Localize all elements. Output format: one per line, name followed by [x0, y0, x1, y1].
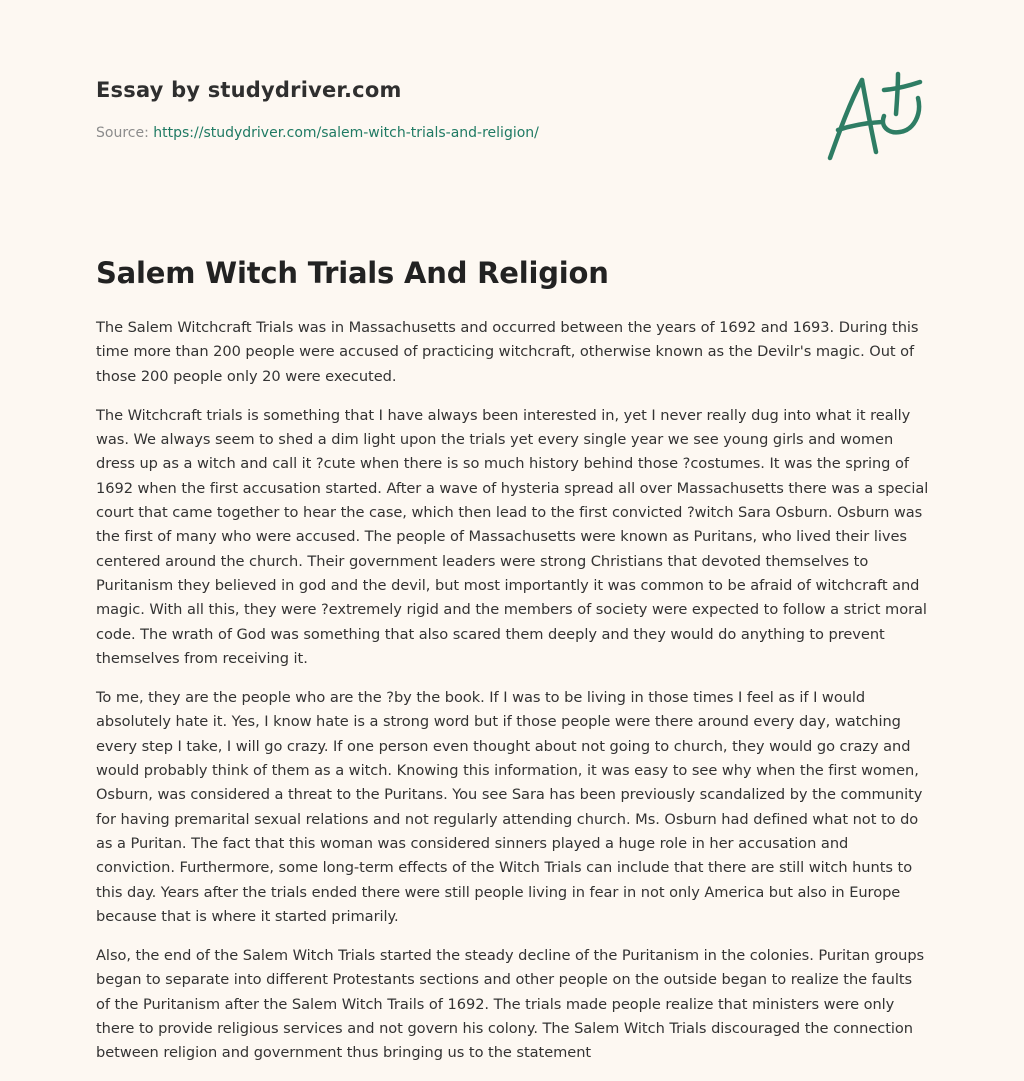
- essay-title: Salem Witch Trials And Religion: [96, 256, 609, 290]
- essay-paragraph: Also, the end of the Salem Witch Trials started the steady decline of the Puritanism in the colonies. Puritan groups began to separate into different Protestants sections and other people on the outside began to realize the faults of the Puritanism after the Salem Witch Trails of 1692. The trials made people realize that ministers were only there to provide religious services and not govern his colony. The Salem Witch Trials discouraged the connection between religion and government thus bringing us to the statement: [96, 947, 925, 1062]
- source-line: [96, 124, 796, 142]
- essay-paragraph: To me, they are the people who are the ?by the book. If I was to be living in those times I feel as if I would absolutely hate it. Yes, I know hate is a strong word but if those people were there around every day, watching every step I take, I will go crazy. If one person even thought about not going to church, they would go crazy and would probably think of them as a witch. Knowing this information, it was easy to see why when the first women, Osburn, was considered a threat to the Puritans. You see Sara has been previously scandalized by the community for having premarital sexual relations and not regularly attending church. Ms. Osburn had defined what not to do as a Puritan. The fact that this woman was considered sinners played a huge role in her accusation and conviction. Furthermore, some long-term effects of the Witch Trials can include that there are still witch hunts to this day. Years after the trials ended there were still people living in fear in not only America but also in Europe because that is where it started primarily.: [96, 689, 923, 925]
- essay-paragraph: The Salem Witchcraft Trials was in Massachusetts and occurred between the years of 1692 and 1693. During this time more than 200 people were accused of practicing witchcraft, otherwise known as the Devilr's magic. Out of those 200 people only 20 were executed.: [96, 319, 919, 385]
- source-label: Source:: [96, 125, 149, 141]
- brand-title: Essay by studydriver.com: [96, 78, 402, 102]
- essay-body: [96, 316, 930, 1081]
- a-plus-grade-icon: [824, 68, 928, 164]
- document-header: [96, 76, 796, 142]
- essay-paragraph: The Witchcraft trials is something that I have always been interested in, yet I never really dug into what it really was. We always seem to shed a dim light upon the trials yet every single year we see young girls and women dress up as a witch and call it ?cute when there is so much history behind those ?costumes. It was the spring of 1692 when the first accusation started. After a wave of hysteria spread all over Massachusetts there was a special court that came together to hear the case, which then lead to the first convicted ?witch Sara Osburn. Osburn was the first of many who were accused. The people of Massachusetts were known as Puritans, who lived their lives centered around the church. Their government leaders were strong Christians that devoted themselves to Puritanism they believed in god and the devil, but most importantly it was common to be afraid of witchcraft and magic. With all this, they were ?extremely rigid and the members of society were expected to follow a strict moral code. The wrath of God was something that also scared them deeply and they would do anything to prevent themselves from receiving it.: [96, 406, 929, 667]
- source-link[interactable]: https://studydriver.com/salem-witch-trials-and-religion/: [153, 125, 539, 141]
